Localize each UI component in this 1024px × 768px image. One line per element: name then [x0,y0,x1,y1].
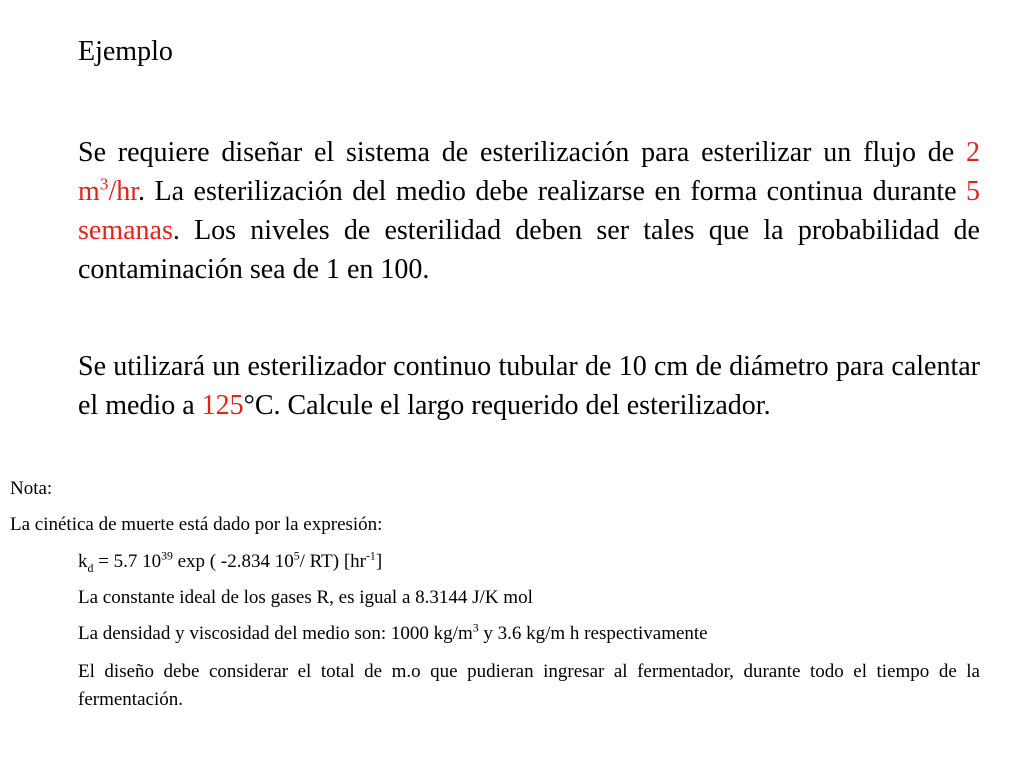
eq-part-1: = 5.7 10 [93,551,162,572]
note-intro: La cinética de muerte está dado por la expresión: [10,514,383,535]
temperature-value: 125 [201,390,244,421]
design-consideration-note: El diseño debe considerar el total de m.o que pudieran ingresar al fermentador, durante todo el tiempo de la fermentación. [78,661,980,710]
eq-exponent-3: -1 [366,549,376,563]
duration-value: 5 semanas [78,176,980,246]
flow-rate-unit: /hr [108,176,139,207]
density-exponent: 3 [472,621,479,635]
density-text-2: y 3.6 kg/m h respectivamente [478,623,708,644]
para1-text-3: . Los niveles de esterilidad deben ser tales que la probabilidad de contaminación sea de 1 en 100. [78,215,980,285]
flow-rate-exponent: 3 [99,174,109,194]
eq-part-4: ] [375,551,383,572]
para1-text-2: . La esterilización del medio debe realizarse en forma continua durante [138,176,966,207]
eq-part-2: exp ( -2.834 10 [172,551,294,572]
eq-exponent-2: 5 [293,549,300,563]
para1-text-1: Se requiere diseñar el sistema de esterilización para esterilizar un flujo de [78,137,966,168]
slide-title: Ejemplo [78,36,173,67]
density-viscosity-note [78,621,980,647]
eq-exponent-1: 39 [161,549,173,563]
problem-statement-paragraph [78,133,980,289]
eq-k-subscript: d [87,561,94,575]
para2-text-2: °C. Calcule el largo requerido del esterilizador. [243,390,771,421]
note-label: Nota: [10,478,53,499]
para2-text-1: Se utilizará un esterilizador continuo tubular de 10 cm de diámetro para calentar el medio a [78,351,980,421]
density-text-1: La densidad y viscosidad del medio son: 1000 kg/m [78,623,473,644]
eq-part-3: / RT) [hr [299,551,367,572]
flow-rate-number: 2 m [78,137,980,207]
gas-constant-note: La constante ideal de los gases R, es igual a 8.3144 J/K mol [78,587,533,608]
eq-k: k [78,551,88,572]
sterilizer-paragraph [78,347,980,425]
death-kinetics-equation [78,549,980,575]
